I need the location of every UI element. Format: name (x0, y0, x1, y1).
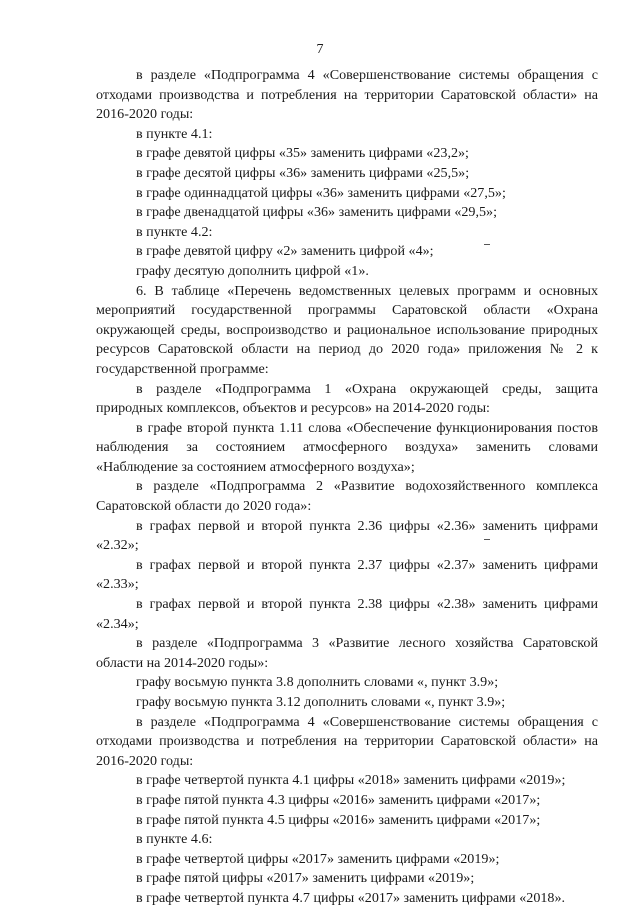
scan-mark (484, 244, 490, 245)
paragraph: в графах первой и второй пункта 2.38 цифры «2.38» заменить цифрами «2.34»; (96, 596, 598, 632)
paragraph: в разделе «Подпрограмма 2 «Развитие водохозяйственного комплекса Саратовской области до 2020 года»: (96, 478, 598, 515)
paragraph: в графе пятой цифры «2017» заменить цифрами «2019»; (136, 870, 475, 887)
paragraph: в разделе «Подпрограмма 1 «Охрана окружающей среды, защита природных комплексов, объектов и ресурсов» на 2014-2020 годы: (96, 380, 598, 417)
paragraph: 6. В таблице «Перечень ведомственных целевых программ и основных мероприятий государственной программы Саратовской области «Охрана окружающей среды, воспроизводство и рациональное использование природных ресурсов Саратовской области на период до 2020 года» приложения № 2 к государственной программе: (96, 282, 598, 377)
paragraph: в пункте 4.1: (136, 125, 213, 142)
scan-mark (484, 539, 490, 540)
paragraph: в графе девятой цифры «35» заменить цифрами «23,2»; (136, 145, 469, 162)
paragraph: в графе двенадцатой цифры «36» заменить цифрами «29,5»; (136, 204, 497, 221)
paragraph: в графах первой и второй пункта 2.37 цифры «2.37» заменить цифрами «2.33»; (96, 556, 598, 593)
paragraph: в графе одиннадцатой цифры «36» заменить цифрами «27,5»; (136, 184, 506, 201)
paragraph: в разделе «Подпрограмма 4 «Совершенствование системы обращения с отходами производства и потребления на территории Саратовской области» на 2016-2020 годы: (96, 713, 598, 769)
paragraph: в графе пятой пункта 4.3 цифры «2016» заменить цифрами «2017»; (136, 791, 541, 808)
paragraph: графу десятую дополнить цифрой «1». (136, 262, 369, 279)
paragraph: в графе пятой пункта 4.5 цифры «2016» заменить цифрами «2017»; (136, 811, 541, 828)
paragraph: в графе четвертой цифры «2017» заменить цифрами «2019»; (136, 850, 500, 867)
paragraph: графу восьмую пункта 3.12 дополнить словами «, пункт 3.9»; (136, 694, 506, 710)
page-number: 7 (316, 42, 324, 57)
paragraph: в графе четвертой пункта 4.7 цифры «2017» заменить цифрами «2018». (136, 889, 566, 906)
paragraph: в пункте 4.6: (136, 831, 213, 848)
paragraph: в пункте 4.2: (136, 223, 213, 240)
paragraph: в графе четвертой пункта 4.1 цифры «2018» заменить цифрами «2019»; (136, 772, 566, 789)
paragraph: в графе второй пункта 1.11 слова «Обеспечение функционирования постов наблюдения за состоянием атмосферного воздуха» заменить словами «Наблюдение за состоянием атмосферного воздуха»; (96, 419, 598, 475)
paragraph: в графе десятой цифры «36» заменить цифрами «25,5»; (136, 164, 470, 181)
paragraph: в графах первой и второй пункта 2.36 цифры «2.36» заменить цифрами «2.32»; (96, 517, 598, 554)
paragraph: в разделе «Подпрограмма 3 «Развитие лесного хозяйства Саратовской области на 2014-2020 годы»: (96, 635, 598, 671)
paragraph: в графе девятой цифру «2» заменить цифрой «4»; (136, 243, 434, 260)
document-body (96, 66, 598, 909)
paragraph: графу восьмую пункта 3.8 дополнить словами «, пункт 3.9»; (136, 674, 499, 691)
paragraph: в разделе «Подпрограмма 4 «Совершенствование системы обращения с отходами производства и потребления на территории Саратовской области» на 2016-2020 годы: (96, 67, 598, 123)
